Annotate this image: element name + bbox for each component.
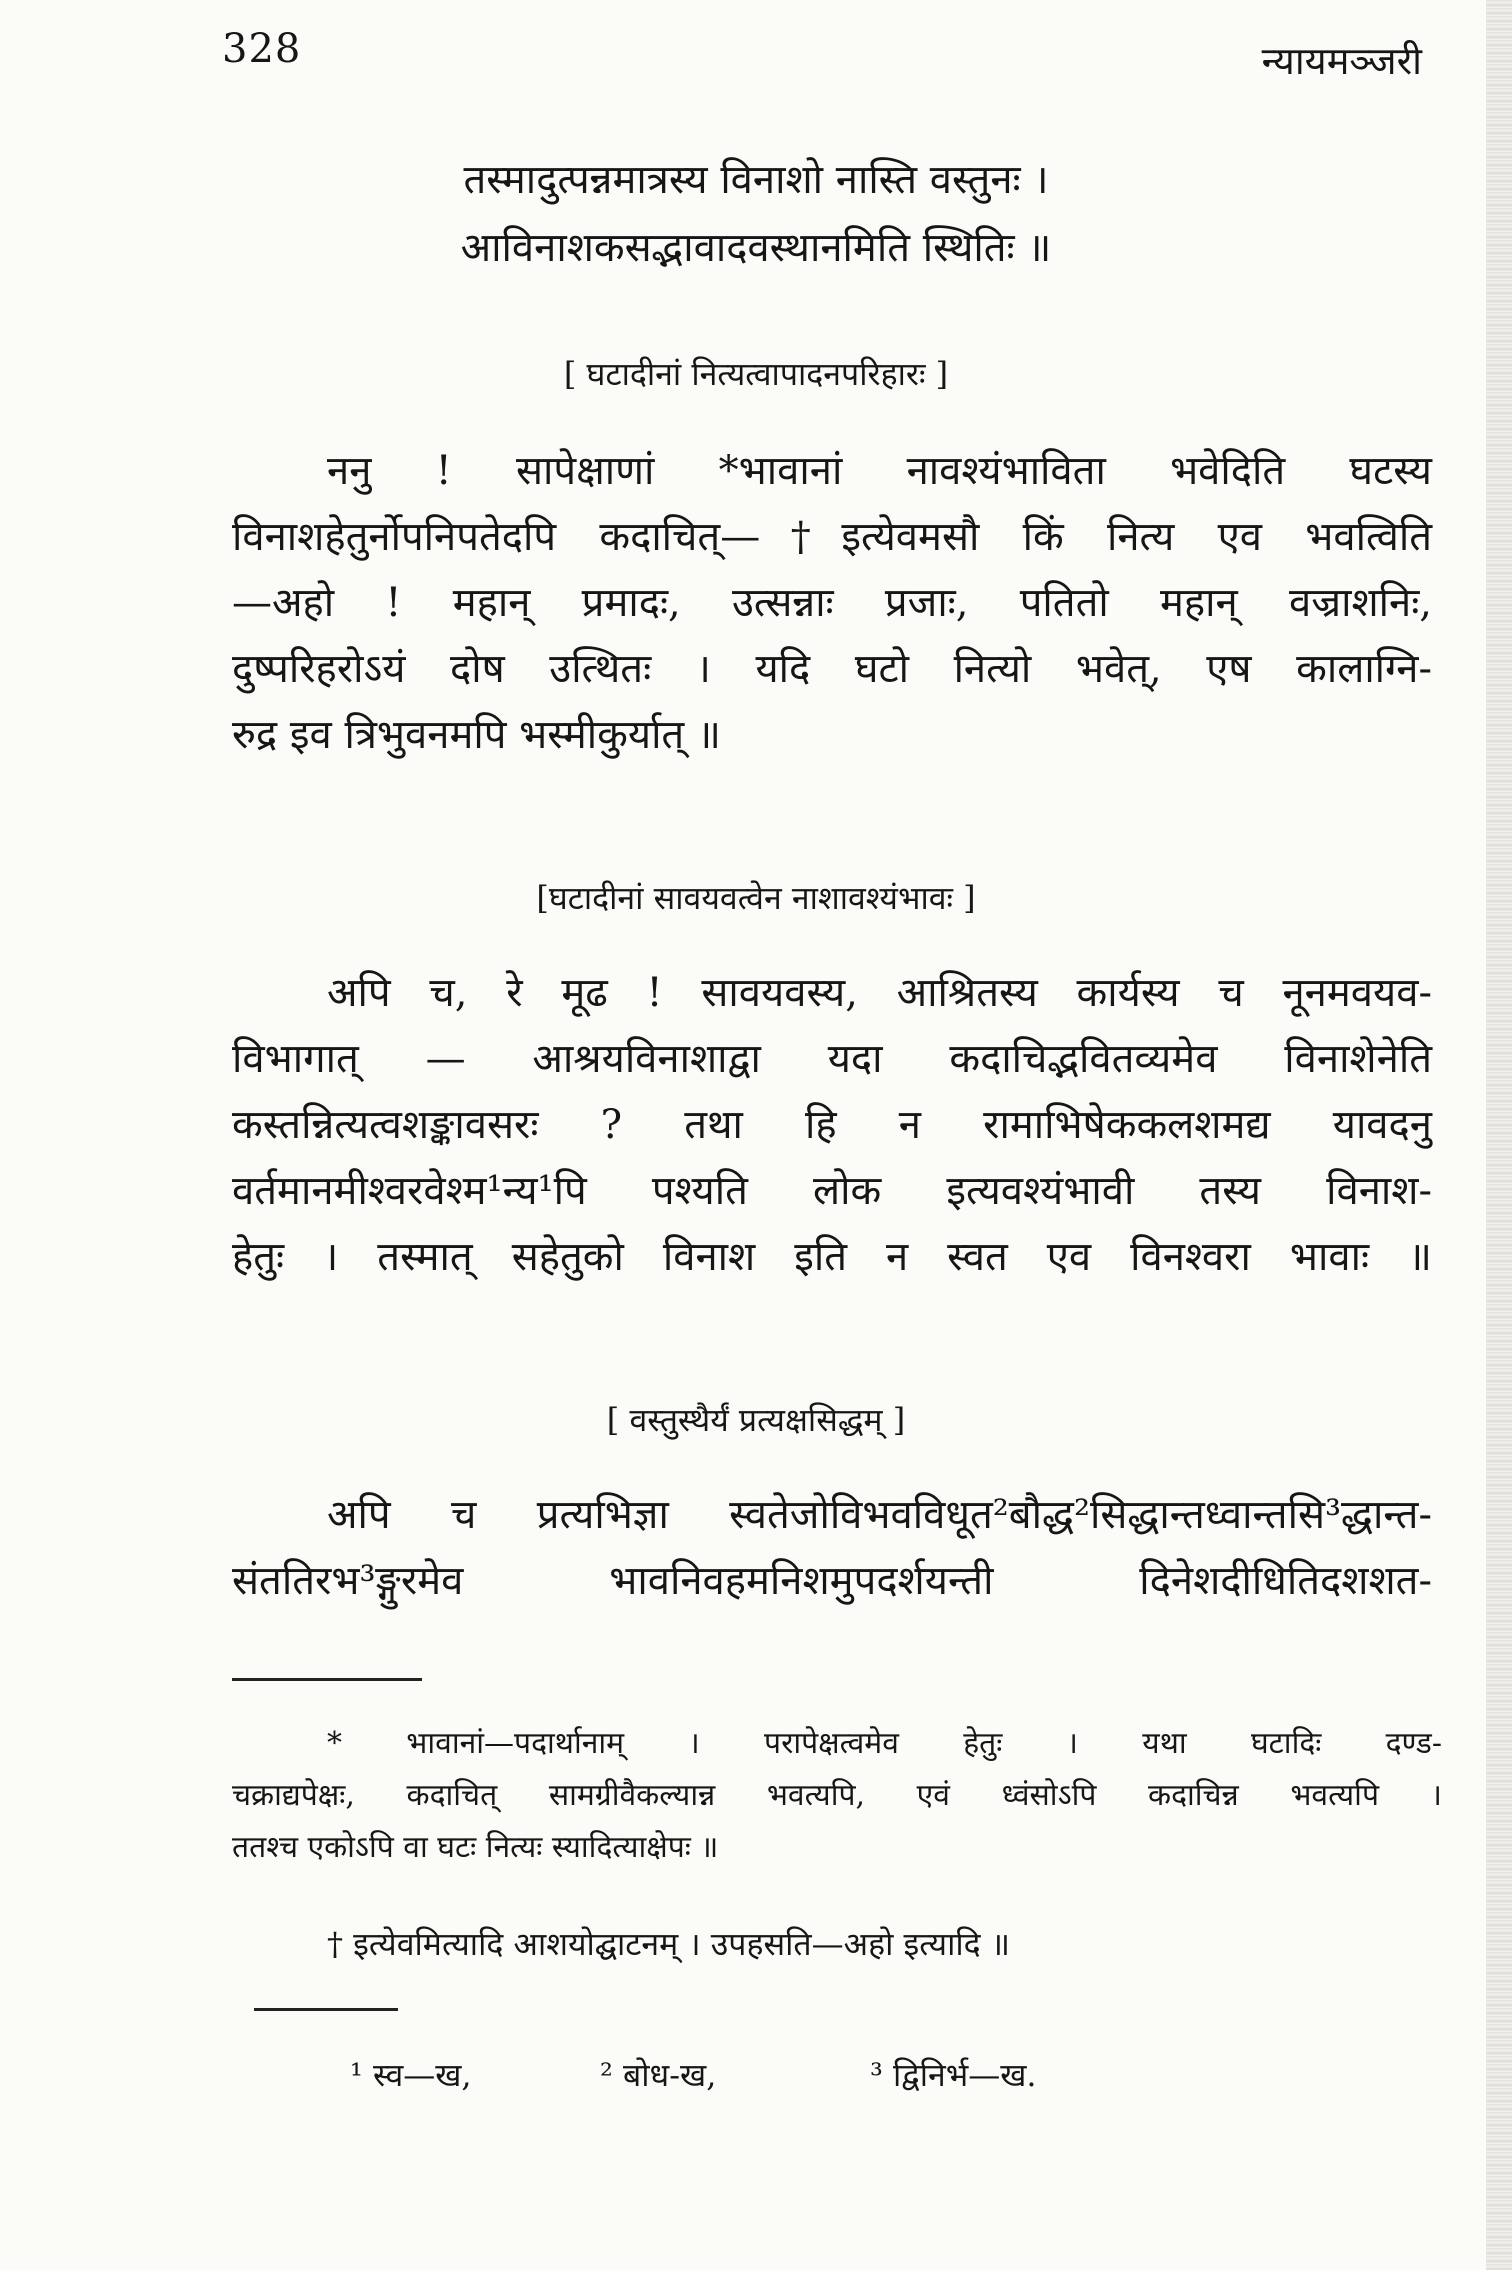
footnote-line: चक्राद्यपेक्षः, कदाचित् सामग्रीवैकल्यान्न भवत्यपि, एवं ध्वंसोऽपि कदाचिन्न भवत्यपि ।: [232, 1778, 1442, 1813]
paragraph-line: संततिरभ³ङ्गुरमेव भावनिवहमनिशमुपदर्शयन्ती दिनेशदीधितिदशशत-: [232, 1558, 1432, 1604]
paragraph-line: —अहो ! महान् प्रमादः, उत्सन्नाः प्रजाः, पतितो महान् वज्राशनिः,: [232, 580, 1432, 626]
footnote-line: * भावानां—पदार्थानाम् । परापेक्षत्वमेव हेतुः । यथा घटादिः दण्ड-: [327, 1726, 1442, 1761]
section-heading-2: [घटादीनां सावयवत्वेन नाशावश्यंभावः ]: [536, 879, 976, 917]
footnote-1: [232, 1718, 1442, 1874]
paragraph-line: ननु ! सापेक्षाणां *भावानां नावश्यंभाविता भवेदिति घटस्य: [327, 448, 1432, 494]
footnote-line: ततश्च एकोऽपि वा घटः नित्यः स्यादित्याक्षेपः ॥: [232, 1830, 719, 1865]
paragraph-line: विभागात् — आश्रयविनाशाद्वा यदा कदाचिद्भवितव्यमेव विनाशेनेति: [232, 1036, 1432, 1082]
paragraph-line: अपि च प्रत्यभिज्ञा स्वतेजोविभवविधूत²बौद्ध²सिद्धान्तध्वान्तसि³द्धान्त-: [327, 1492, 1432, 1538]
verse-line-1: तस्मादुत्पन्नमात्रस्य विनाशो नास्ति वस्तुनः ।: [463, 157, 1049, 203]
scan-edge: [1486, 0, 1512, 2270]
paragraph-line: विनाशहेतुर्नोपनिपतेदपि कदाचित्—†इत्येवमसौ किं नित्य एव भवत्विति: [232, 514, 1432, 560]
footnote-line: † इत्येवमित्यादि आशयोद्घाटनम् । उपहसति—अहो इत्यादि ॥: [327, 1925, 1010, 1963]
variant-reading-2: ² बोध-ख,: [600, 2056, 717, 2094]
variants-separator: [254, 2008, 398, 2011]
paragraph-line: वर्तमानमीश्वरवेश्म¹न्य¹पि पश्यति लोक इत्यवश्यंभावी तस्य विनाश-: [232, 1168, 1432, 1214]
running-title: न्यायमञ्जरी: [1261, 39, 1422, 83]
section-heading-3: [ वस्तुस्थैर्यं प्रत्यक्षसिद्धम् ]: [606, 1401, 906, 1439]
footnote-separator: [232, 1678, 422, 1681]
paragraph-2: [232, 960, 1432, 1290]
paragraph-line: कस्तन्नित्यत्वशङ्कावसरः ? तथा हि न रामाभिषेककलशमद्य यावदनु: [232, 1102, 1432, 1148]
verse-line-2: आविनाशकसद्भावादवस्थानमिति स्थितिः ॥: [460, 225, 1052, 271]
page-number: 328: [222, 26, 302, 72]
paragraph-line: हेतुः । तस्मात् सहेतुको विनाश इति न स्वत एव विनश्वरा भावाः ॥: [232, 1234, 1432, 1280]
paragraph-line: दुष्परिहरोऽयं दोष उत्थितः । यदि घटो नित्यो भवेत्, एष कालाग्नि-: [232, 646, 1432, 692]
variant-reading-3: ³ द्विनिर्भ—ख.: [870, 2056, 1037, 2094]
paragraph-3: [232, 1482, 1432, 1614]
paragraph-1: [232, 438, 1432, 768]
paragraph-line: रुद्र इव त्रिभुवनमपि भस्मीकुर्यात् ॥: [232, 712, 721, 758]
section-heading-1: [ घटादीनां नित्यत्वापादनपरिहारः ]: [563, 355, 949, 393]
variant-reading-1: ¹ स्व—ख,: [350, 2056, 472, 2094]
footnote-2: [232, 1918, 1442, 1970]
paragraph-line: अपि च, रे मूढ ! सावयवस्य, आश्रितस्य कार्यस्य च नूनमवयव-: [327, 970, 1432, 1016]
